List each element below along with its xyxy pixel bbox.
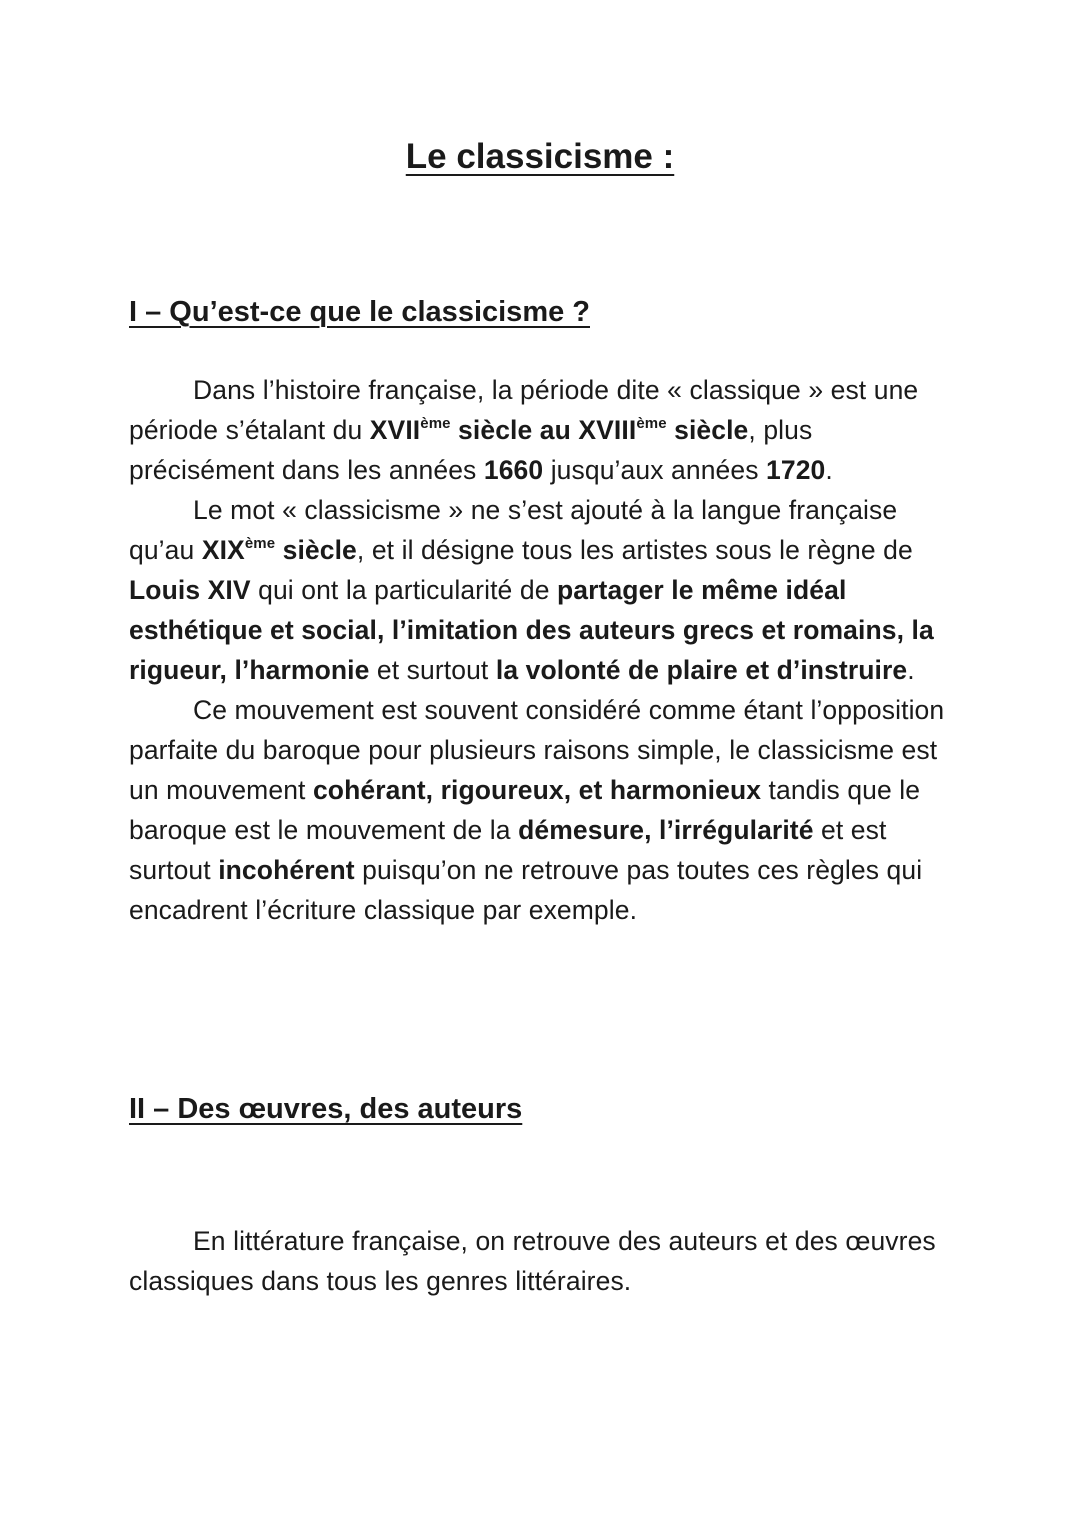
bold-run: siècle xyxy=(666,415,749,445)
bold-run: 1720 xyxy=(766,455,826,485)
page-title xyxy=(0,134,1080,180)
text-run: et est surtout xyxy=(129,815,887,885)
bold-run: partager le même idéal esthétique et social, l’imitation des auteurs grecs et romains, la rigueur, l’harmonie xyxy=(129,575,934,685)
paragraph-2 xyxy=(129,490,959,690)
text-run: . xyxy=(825,455,833,485)
paragraph-1 xyxy=(129,370,959,490)
bold-run: la volonté de plaire et d’instruire xyxy=(495,655,908,685)
section-heading-2-text: II – Des œuvres, des auteurs xyxy=(129,1093,523,1125)
text-run: tandis que le baroque est le mouvement de la xyxy=(129,775,921,845)
bold-run: XVII xyxy=(369,415,421,445)
section-heading-1-text: I – Qu’est-ce que le classicisme ? xyxy=(129,296,590,328)
section-heading-2 xyxy=(129,1090,522,1128)
bold-run: siècle xyxy=(275,535,357,565)
bold-run: Louis XIV xyxy=(129,575,251,605)
section-1-body xyxy=(129,370,959,930)
superscript: ème xyxy=(244,535,276,552)
text-run: , et il désigne tous les artistes sous le règne de xyxy=(356,535,913,565)
text-run: Ce mouvement est souvent considéré comme étant l’opposition parfaite du baroque pour plusieurs raisons simple, le classicisme est un mouvement xyxy=(129,695,945,805)
text-run: puisqu’on ne retrouve pas toutes ces règles qui encadrent l’écriture classique par exemple. xyxy=(129,855,923,925)
text-run: Dans l’histoire française, la période dite « classique » est une période s’étalant du xyxy=(129,375,919,445)
text-run: Le mot « classicisme » ne s’est ajouté à la langue française qu’au xyxy=(129,495,898,565)
bold-run: siècle au XVIII xyxy=(450,415,637,445)
text-run: , plus précisément dans les années xyxy=(129,415,813,485)
superscript: ème xyxy=(636,415,667,432)
text-run: jusqu’aux années xyxy=(543,455,767,485)
section-heading-1 xyxy=(129,293,590,331)
bold-run: démesure, l’irrégularité xyxy=(518,815,814,845)
text-run: et surtout xyxy=(369,655,496,685)
bold-run: 1660 xyxy=(483,455,544,485)
paragraph-3 xyxy=(129,690,959,930)
page-title-text: Le classicisme : xyxy=(405,137,675,176)
bold-run: incohérent xyxy=(218,855,355,885)
paragraph-4: En littérature française, on retrouve des auteurs et des œuvres classiques dans tous les genres littéraires. xyxy=(129,1226,936,1296)
section-2-body xyxy=(129,1221,959,1301)
bold-run: XIX xyxy=(201,535,245,565)
bold-run: cohérant, rigoureux, et harmonieux xyxy=(312,775,762,805)
text-run: qui ont la particularité de xyxy=(250,575,557,605)
superscript: ème xyxy=(420,415,451,432)
text-run: . xyxy=(907,655,915,685)
